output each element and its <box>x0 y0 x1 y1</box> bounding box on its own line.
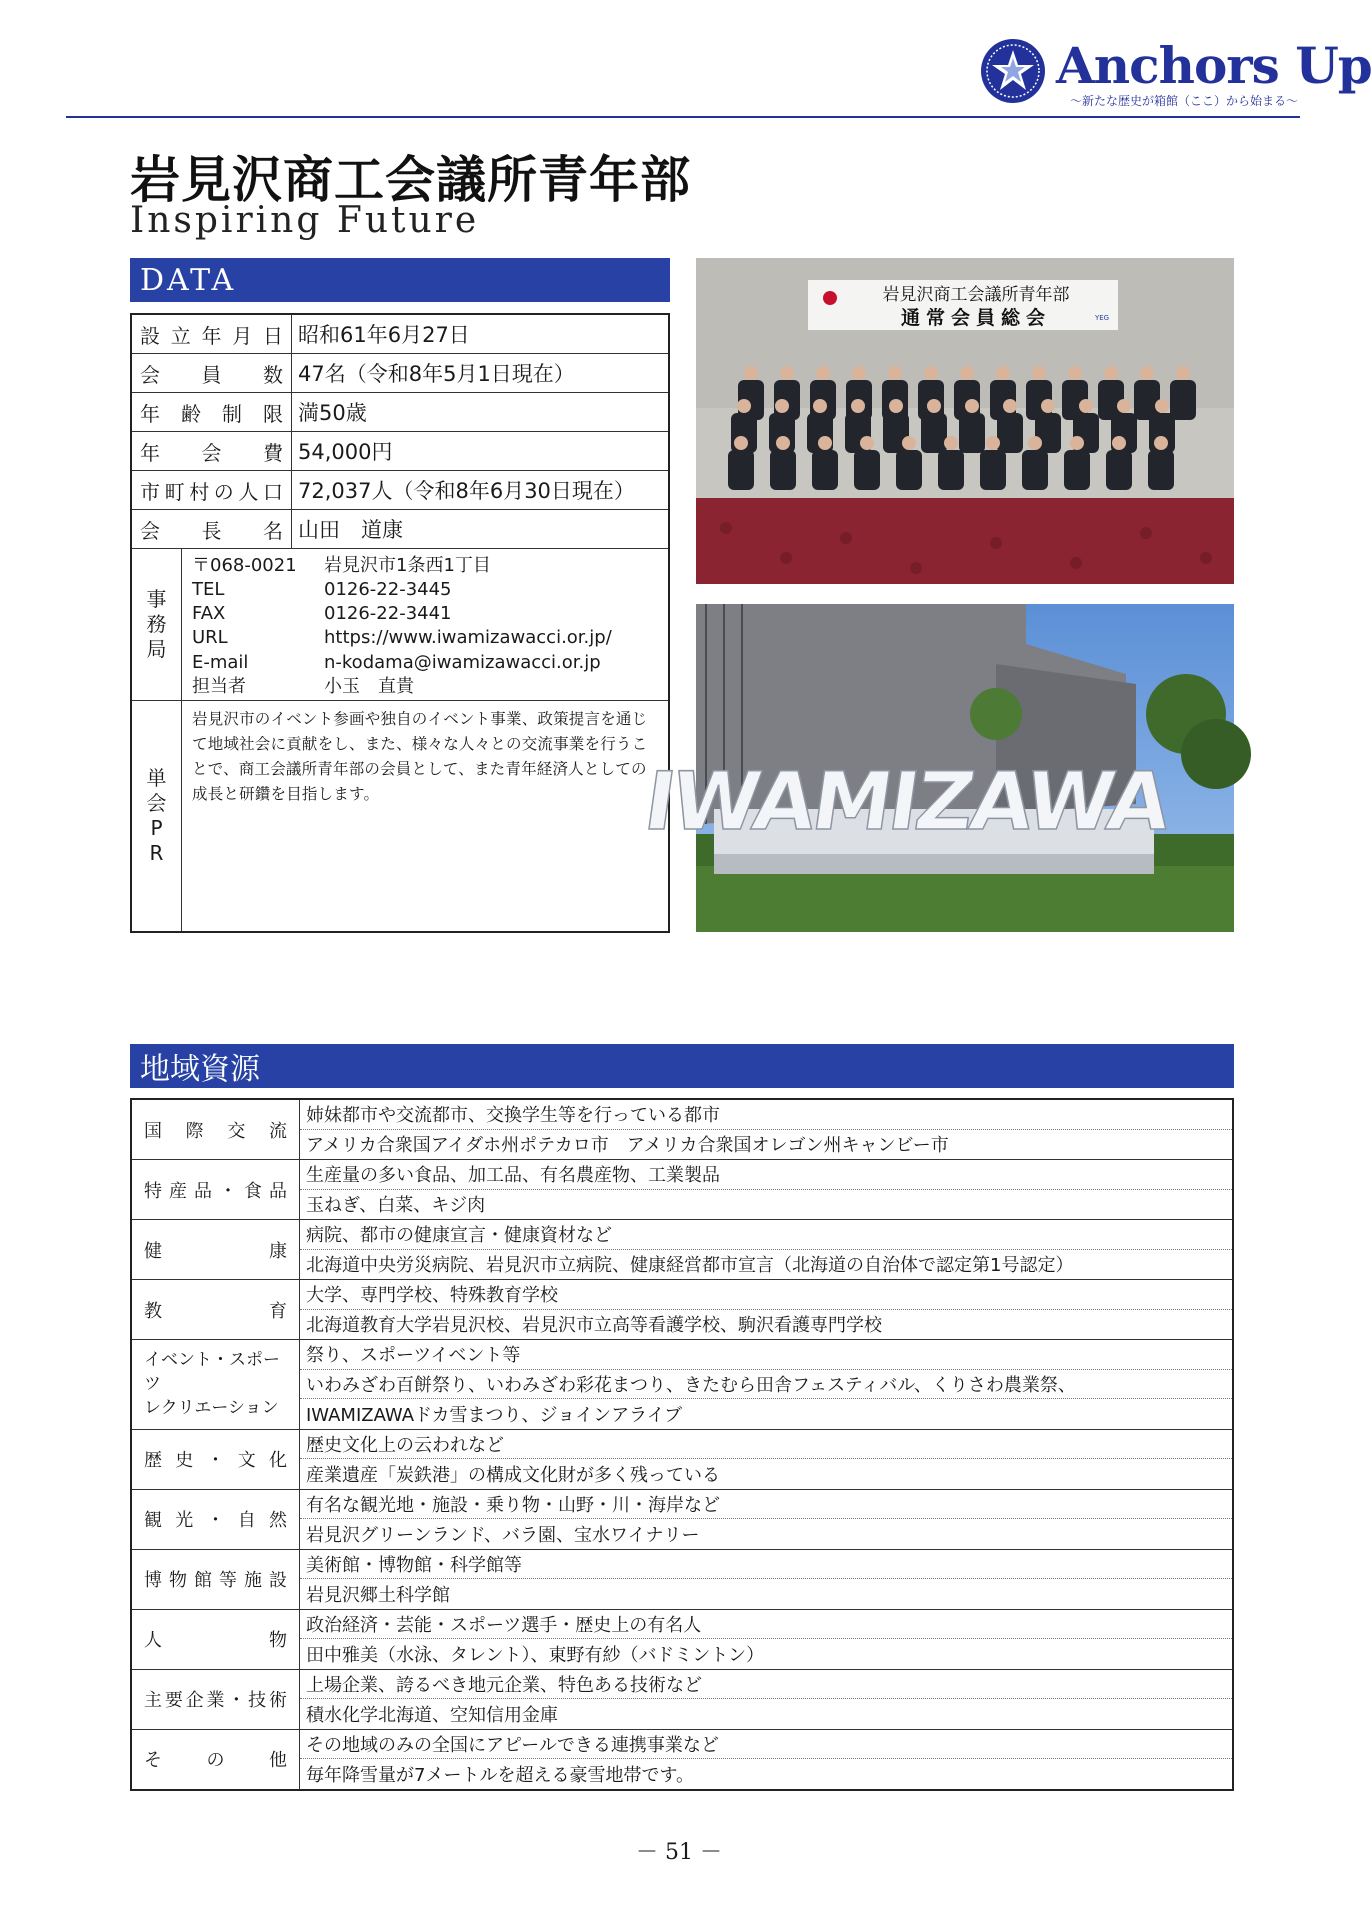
office-details <box>182 549 668 700</box>
region-lines <box>300 1100 1232 1159</box>
star-emblem-icon <box>980 38 1046 104</box>
data-label: 会 員 数 <box>132 354 292 392</box>
office-key: URL <box>192 627 228 649</box>
region-label: 健 康 <box>132 1220 300 1279</box>
office-value: n-kodama@iwamizawacci.or.jp <box>324 651 601 673</box>
region-line: 岩見沢グリーンランド、バラ園、宝水ワイナリー <box>306 1524 700 1546</box>
region-lines <box>300 1340 1232 1429</box>
region-line: 美術館・博物館・科学館等 <box>300 1550 1232 1580</box>
region-line: 祭り、スポーツイベント等 <box>300 1340 1232 1370</box>
region-line: 岩見沢郷土科学館 <box>306 1584 450 1606</box>
region-label: 主 要 企 業 ・ 技 術 <box>132 1670 300 1729</box>
office-value: 0126-22-3441 <box>324 603 452 625</box>
data-table <box>130 313 670 933</box>
region-label: 特 産 品 ・ 食 品 <box>132 1160 300 1219</box>
logo-subtitle: 〜新たな歴史が箱館（ここ）から始まる〜 <box>1070 94 1299 108</box>
region-lines <box>300 1730 1232 1789</box>
region-group <box>132 1490 1232 1550</box>
pr-row <box>132 701 668 931</box>
data-value: 昭和61年6月27日 <box>298 323 470 347</box>
office-value: 0126-22-3445 <box>324 579 452 601</box>
region-line: 有名な観光地・施設・乗り物・山野・川・海岸など <box>300 1490 1232 1520</box>
region-line: 玉ねぎ、白菜、キジ肉 <box>306 1195 486 1217</box>
banner-line2: 通常会員総会 <box>900 307 1052 329</box>
region-line: 産業遺産「炭鉄港」の構成文化財が多く残っている <box>306 1464 720 1486</box>
region-line: 病院、都市の健康宣言・健康資材など <box>300 1220 1232 1250</box>
region-group <box>132 1100 1232 1160</box>
region-group <box>132 1550 1232 1610</box>
region-label: 人 物 <box>132 1610 300 1669</box>
region-lines <box>300 1430 1232 1489</box>
data-value: 満50歳 <box>298 401 367 425</box>
office-value: https://www.iwamizawacci.or.jp/ <box>324 627 612 649</box>
region-group <box>132 1670 1232 1730</box>
region-line: 積水化学北海道、空知信用金庫 <box>306 1704 558 1726</box>
data-row <box>132 432 668 471</box>
region-line: 歴史文化上の云われなど <box>300 1430 1232 1460</box>
data-label: 設 立 年 月 日 <box>132 315 292 353</box>
region-lines <box>300 1160 1232 1219</box>
page-subtitle: Inspiring Future <box>130 200 480 241</box>
data-value: 山田 道康 <box>298 518 403 542</box>
region-line: IWAMIZAWAドカ雪まつり、ジョインアライブ <box>306 1404 683 1426</box>
region-group <box>132 1160 1232 1220</box>
region-line: 北海道教育大学岩見沢校、岩見沢市立高等看護学校、駒沢看護専門学校 <box>306 1315 882 1337</box>
header-divider <box>66 116 1300 118</box>
sign-text: IWAMIZAWA <box>638 754 1174 848</box>
region-group <box>132 1730 1232 1789</box>
region-line: 生産量の多い食品、加工品、有名農産物、工業製品 <box>300 1160 1232 1190</box>
region-line: その地域のみの全国にアピールできる連携事業など <box>300 1730 1232 1760</box>
region-group <box>132 1340 1232 1430</box>
region-group <box>132 1220 1232 1280</box>
region-label: そ の 他 <box>132 1730 300 1789</box>
region-section-heading: 地域資源 <box>130 1044 1234 1088</box>
region-line: アメリカ合衆国アイダホ州ポテカロ市 アメリカ合衆国オレゴン州キャンビー市 <box>306 1135 949 1157</box>
region-line: 大学、専門学校、特殊教育学校 <box>300 1280 1232 1310</box>
office-key: 担当者 <box>192 675 246 697</box>
region-lines <box>300 1490 1232 1549</box>
office-key: E-mail <box>192 651 249 673</box>
data-value: 47名（令和8年5月1日現在） <box>298 362 575 386</box>
region-group <box>132 1430 1232 1490</box>
data-row <box>132 393 668 432</box>
iwamizawa-sign-photo <box>638 604 1234 932</box>
office-value: 岩見沢市1条西1丁目 <box>324 555 491 576</box>
logo-title: Anchors Up <box>1056 36 1372 95</box>
region-line: 毎年降雪量が7メートルを超える豪雪地帯です。 <box>306 1764 695 1786</box>
region-lines <box>300 1670 1232 1729</box>
region-label: 国 際 交 流 <box>132 1100 300 1159</box>
data-row <box>132 354 668 393</box>
region-line: いわみざわ百餅祭り、いわみざわ彩花まつり、きたむら田舎フェスティバル、くりさわ農業祭、 <box>300 1370 1232 1400</box>
anchors-up-logo <box>980 36 1372 112</box>
region-label: 観 光 ・ 自 然 <box>132 1490 300 1549</box>
region-lines <box>300 1280 1232 1339</box>
region-line: 上場企業、誇るべき地元企業、特色ある技術など <box>300 1670 1232 1700</box>
region-line: 北海道中央労災病院、岩見沢市立病院、健康経営都市宣言（北海道の自治体で認定第1号認定） <box>306 1255 1074 1277</box>
data-value: 54,000円 <box>298 440 393 464</box>
region-label: 博 物 館 等 施 設 <box>132 1550 300 1609</box>
region-label: 歴 史 ・ 文 化 <box>132 1430 300 1489</box>
office-key: 〒068-0021 <box>192 555 297 576</box>
region-lines <box>300 1610 1232 1669</box>
data-section-heading: DATA <box>130 258 670 302</box>
data-row <box>132 510 668 549</box>
region-group <box>132 1280 1232 1340</box>
page-number: － 51 － <box>636 1840 722 1865</box>
page-title: 岩見沢商工会議所青年部 <box>130 151 691 209</box>
data-label: 年 齢 制 限 <box>132 393 292 431</box>
pr-text: 岩見沢市のイベント参画や独自のイベント事業、政策提言を通じて地域社会に貢献をし、また、様々な人々との交流事業を行うことで、商工会議所青年部の会員として、また青年経済人としての成長と研鑽を目指します。 <box>192 710 648 803</box>
data-value: 72,037人（令和8年6月30日現在） <box>298 479 635 503</box>
data-label: 年 会 費 <box>132 432 292 470</box>
banner-logo: YEG <box>1094 314 1110 322</box>
region-lines <box>300 1220 1232 1279</box>
data-label: 会 長 名 <box>132 510 292 548</box>
data-label: 市 町 村 の 人 口 <box>132 471 292 509</box>
office-value: 小玉 直貴 <box>324 675 414 697</box>
office-key: FAX <box>192 603 226 625</box>
region-label: 教 育 <box>132 1280 300 1339</box>
pr-label: 単 会 P R <box>132 701 182 931</box>
banner-line1: 岩見沢商工会議所青年部 <box>882 285 1070 305</box>
region-line: 姉妹都市や交流都市、交換学生等を行っている都市 <box>300 1100 1232 1130</box>
data-row <box>132 471 668 510</box>
region-line: 田中雅美（水泳、タレント）、東野有紗（バドミントン） <box>306 1644 765 1666</box>
region-table <box>130 1098 1234 1791</box>
region-group <box>132 1610 1232 1670</box>
office-label: 事 務 局 <box>132 549 182 700</box>
office-key: TEL <box>192 579 225 601</box>
region-label: イベント・スポーツ レクリエーション <box>132 1340 300 1429</box>
region-line: 政治経済・芸能・スポーツ選手・歴史上の有名人 <box>300 1610 1232 1640</box>
general-meeting-photo <box>696 258 1234 584</box>
data-row <box>132 315 668 354</box>
region-lines <box>300 1550 1232 1609</box>
office-row <box>132 549 668 701</box>
